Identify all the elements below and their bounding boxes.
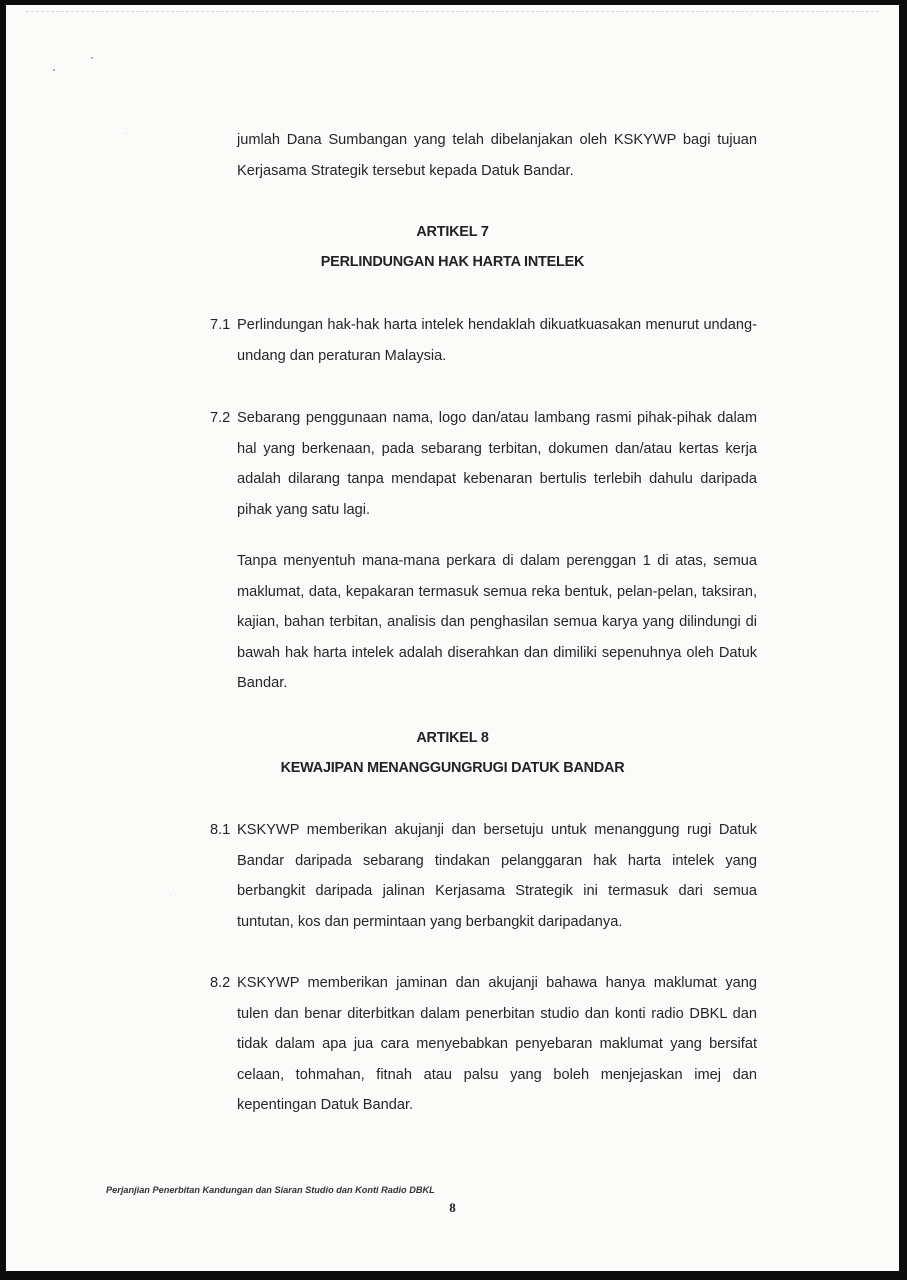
document-page	[6, 5, 899, 1271]
clause-7-1-text: Perlindungan hak-hak harta intelek hendaklah dikuatkuasakan menurut undang-undang dan peraturan Malaysia.	[237, 317, 757, 364]
clause-8-1-text: KSKYWP memberikan akujanji dan bersetuju untuk menanggung rugi Datuk Bandar daripada sebarang tindakan pelanggaran hak harta intelek yang berbangkit daripada jalinan Kerjasama Strategik ini termasuk dari semua tuntutan, kos dan permintaan yang berbangkit daripadanya.	[237, 822, 757, 930]
scan-speck	[53, 69, 55, 71]
page-number: 8	[449, 1200, 456, 1215]
article-8-title: ARTIKEL 8	[416, 730, 489, 746]
scan-edge-artifact	[26, 11, 879, 13]
footer-document-title: Perjanjian Penerbitan Kandungan dan Siaran Studio dan Konti Radio DBKL	[106, 1185, 435, 1195]
article-7-title: ARTIKEL 7	[416, 224, 489, 240]
intro-paragraph: jumlah Dana Sumbangan yang telah dibelanjakan oleh KSKYWP bagi tujuan Kerjasama Strategik tersebut kepada Datuk Bandar.	[237, 132, 757, 179]
article-8-subtitle: KEWAJIPAN MENANGGUNGRUGI DATUK BANDAR	[280, 760, 625, 776]
clause-7-2-paragraph: Tanpa menyentuh mana-mana perkara di dalam perenggan 1 di atas, semua maklumat, data, kepakaran termasuk semua reka bentuk, pelan-pelan, taksiran, kajian, bahan terbitan, analisis dan penghasilan semua karya yang dilindungi di bawah hak harta intelek adalah diserahkan dan dimiliki sepenuhnya oleh Datuk Bandar.	[237, 553, 757, 691]
clause-8-2-text: KSKYWP memberikan jaminan dan akujanji bahawa hanya maklumat yang tulen dan benar diterbitkan dalam penerbitan studio dan konti radio DBKL dan tidak dalam apa jua cara menyebabkan penyebaran maklumat yang bersifat celaan, tohmahan, fitnah atau palsu yang boleh menjejaskan imej dan kepentingan Datuk Bandar.	[237, 975, 757, 1113]
clause-8-1-number: 8.1	[210, 822, 231, 838]
scan-speck	[91, 57, 93, 59]
scan-speck	[750, 14, 751, 15]
clause-7-2-number: 7.2	[210, 410, 231, 426]
clause-7-2-text: Sebarang penggunaan nama, logo dan/atau lambang rasmi pihak-pihak dalam hal yang berkenaan, pada sebarang terbitan, dokumen dan/atau kertas kerja adalah dilarang tanpa mendapat kebenaran bertulis terlebih dahulu daripada pihak yang satu lagi.	[237, 410, 757, 518]
clause-7-1-number: 7.1	[210, 317, 231, 333]
scan-speck	[126, 133, 127, 134]
article-7-subtitle: PERLINDUNGAN HAK HARTA INTELEK	[320, 254, 585, 270]
clause-8-2-number: 8.2	[210, 975, 231, 991]
scan-speck	[170, 895, 171, 896]
